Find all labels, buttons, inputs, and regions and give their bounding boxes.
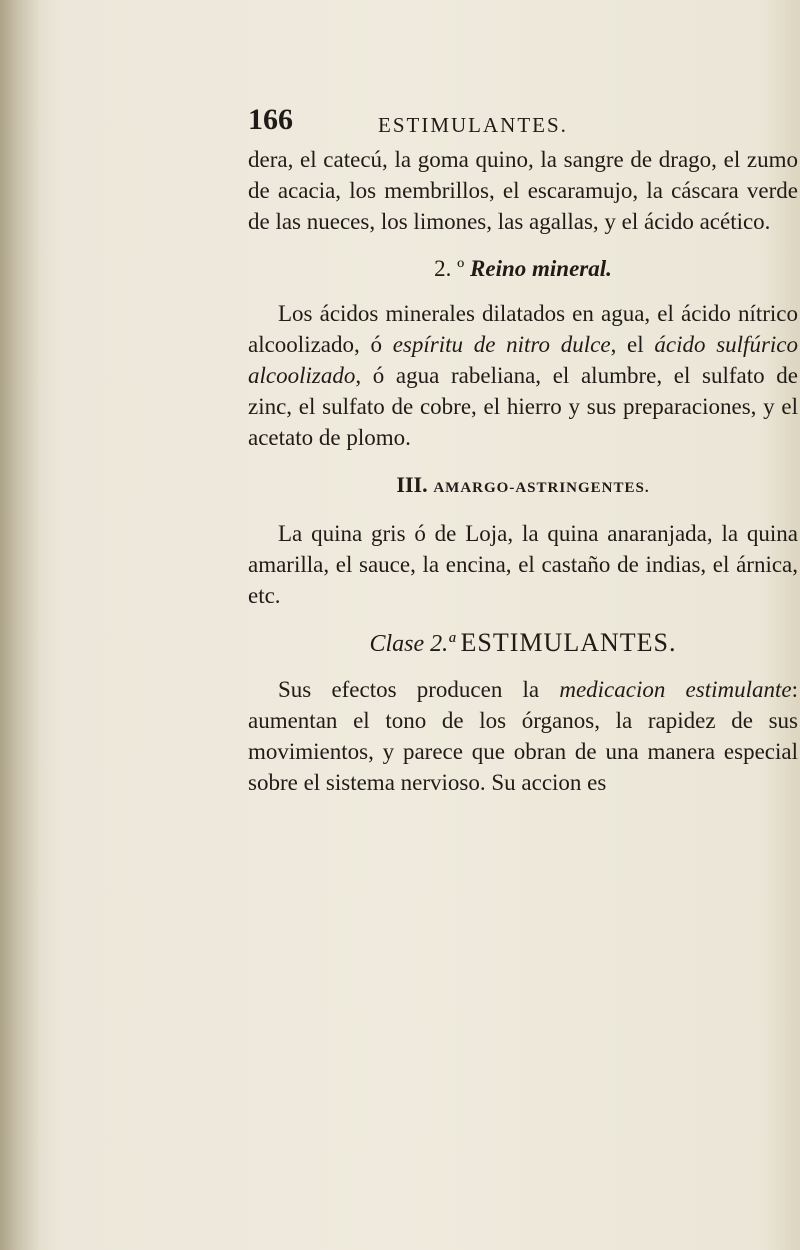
paragraph-2-italic-2: ácido sulfúrico alcoolizado: [248, 332, 798, 388]
heading-section-3-title: AMARGO-ASTRINGENTES.: [433, 480, 650, 496]
paragraph-2-italic-1: espíritu de nitro dulce: [392, 332, 611, 357]
paragraph-4-text-1: Sus efectos producen la: [278, 677, 560, 702]
heading-section-3-roman: III.: [396, 472, 428, 497]
heading-clase-label: Clase 2.ª: [369, 631, 455, 657]
paragraph-1: dera, el catecú, la goma quino, la sangre de drago, el zumo de acacia, los membrillos, el escaramujo, la cáscara verde de las nueces, los limones, las agallas, y el ácido acético.: [248, 147, 798, 234]
page-header: [248, 100, 798, 144]
heading-section-3: [248, 469, 798, 504]
paragraph-2-text-1: Los ácidos minerales dilatados en agua, el ácido nítrico alcoolizado, ó: [248, 301, 798, 357]
paragraph-4-text-2: : aumentan el tono de los órganos, la rapidez de sus movimientos, y parece que obran de una manera especial sobre el sistema nervioso. Su accion es: [248, 677, 798, 795]
paragraph-4-italic-1: medicacion estimulante: [559, 677, 792, 702]
running-title: ESTIMULANTES.: [378, 113, 568, 137]
paragraph-2-text-3: , ó agua rabeliana, el alumbre, el sulfato de zinc, el sulfato de cobre, el hierro y sus preparaciones, y el acetato de plomo.: [248, 363, 798, 450]
heading-reino-number: 2. º: [434, 256, 465, 281]
paragraph-4: [248, 674, 798, 798]
heading-reino-mineral: [248, 253, 798, 284]
page-number: 166: [248, 103, 293, 136]
paragraph-2-text-2: , el: [610, 332, 655, 357]
paragraph-3: La quina gris ó de Loja, la quina anaranjada, la quina amarilla, el sauce, la encina, el castaño de indias, el árnica, etc.: [248, 521, 798, 608]
paragraph-2: [248, 298, 798, 453]
heading-reino-title: Reino mineral.: [470, 256, 612, 281]
page-gutter: [0, 0, 40, 1250]
heading-clase-title: ESTIMULANTES.: [460, 628, 677, 657]
text-block: [248, 100, 798, 798]
heading-clase: [248, 627, 798, 660]
